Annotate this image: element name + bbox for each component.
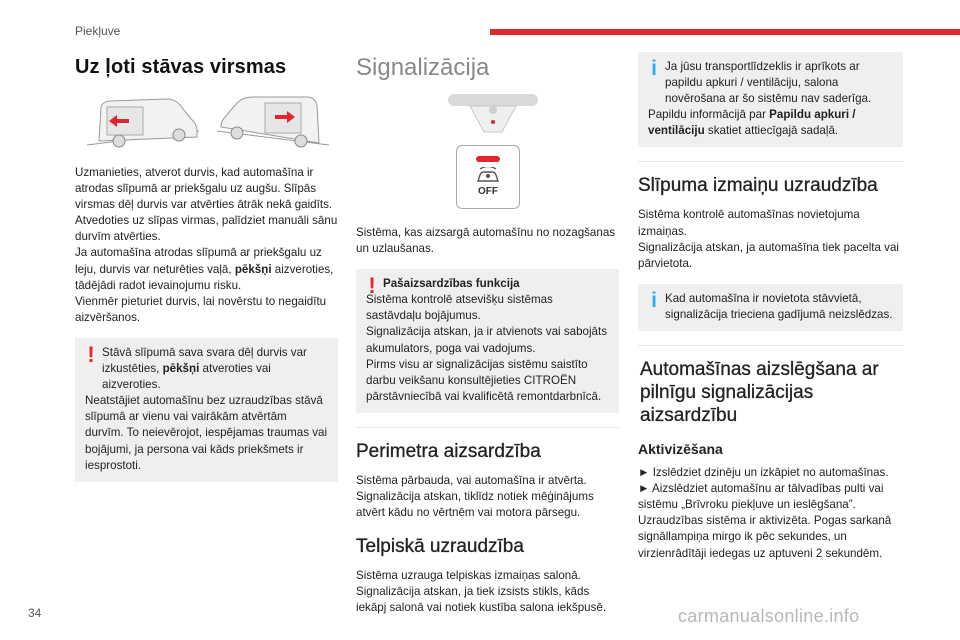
paragraph [85, 393, 328, 473]
section-title-perimeter: Perimetra aizsardzība [356, 440, 541, 462]
paragraph [638, 465, 903, 481]
paragraph [366, 276, 609, 292]
paragraph [638, 207, 903, 239]
text-run: Ja jūsu transportlīdzeklis ir aprīkots ar papildu apkuri / ventilāciju, salona novērošana ar šo sistēmu nav saderīga. [665, 60, 872, 106]
paragraph [356, 225, 619, 257]
paragraph [638, 513, 903, 561]
text-run: Sistēma, kas aizsargā automašīnu no nozagšanas un uzlaušanas. [356, 226, 616, 256]
info-icon: i [651, 288, 657, 312]
paragraph [638, 240, 903, 272]
warning-icon: ! [87, 341, 95, 367]
car-door-slope-icon [85, 91, 201, 149]
text-run: Signalizācija atskan, ja ir atvienots vai sabojāts akumulators, poga vai vadojums. [366, 325, 608, 355]
text-run: ► Izslēdziet dzinēju un izkāpiet no automašīnas. [638, 466, 889, 480]
bold-text: pēkšņi [162, 362, 200, 376]
column-steep-slope [75, 52, 338, 496]
text-run: Pirms visu ar signalizācijas sistēmu saistīto darbu veikšanu konsultējieties CITROËN pārstāvniecībā vai kvalificētā remontdarbnīcā. [366, 357, 602, 403]
text-run: skatiet attiecīgajā sadaļā. [704, 124, 839, 138]
divider [638, 345, 903, 346]
paragraph [356, 584, 619, 616]
section-title-steep-slope: Uz ļoti stāvas virsmas [75, 56, 287, 78]
paragraph [648, 59, 893, 107]
text-run: Stāvā slīpumā sava svara dēļ durvis var izkustēties, [102, 345, 307, 376]
header-accent-bar [490, 29, 960, 35]
alarm-led-icon [476, 156, 500, 162]
text-run: Sistēma uzrauga telpiskas izmaiņas salonā. [356, 569, 581, 583]
text-run: Sistēma pārbauda, vai automašīna ir atvērta. [356, 473, 587, 487]
paragraph [648, 107, 893, 139]
section-title-alarm: Signalizācija [356, 54, 490, 81]
subsection-title-activation: Aktivizēšana [638, 441, 723, 458]
text-run: Sistēma kontrolē automašīnas novietojuma izmaiņas. [638, 208, 860, 238]
divider [638, 161, 903, 162]
text-run: Uzraudzības sistēma ir aktivizēta. Pogas sarkanā signāllampiņa mirgo ik pēc sekundes, un virzienrādītāji iedegas uz aptuveni 2 sekundēm. [638, 514, 892, 560]
watermark: carmanualsonline.info [678, 606, 860, 626]
paragraph [366, 324, 609, 356]
paragraph [75, 245, 338, 293]
paragraph [648, 288, 893, 323]
paragraph [356, 473, 619, 489]
perimeter-body [356, 473, 619, 521]
text-run: Neatstājiet automašīnu bez uzraudzības stāvā slīpumā ar vienu vai vairākām atvērtām durvīm. To neievērojot, iespējamas traumas vai bojājumi, ja persona vai kāds priekšmets ir iesprostoti. [85, 394, 328, 472]
paragraph [85, 341, 328, 393]
info-box [638, 52, 903, 147]
section-title-tilt: Slīpuma izmaiņu uzraudzība [638, 175, 878, 197]
paragraph [638, 481, 903, 513]
text-run: Kad automašīna ir novietota stāvvietā, signalizācija trieciena gadījumā neizslēdzas. [665, 291, 893, 321]
alarm-off-button-icon [474, 167, 502, 183]
section-title-space: Telpiskā uzraudzība [356, 536, 524, 558]
text-run: atveroties vai aizveroties. [102, 362, 271, 392]
text-run: Signalizācija atskan, ja tiek izsists stikls, kāds iekāpj salonā vai notiek kustība salona iekšpusē. [356, 585, 607, 615]
warning-icon: ! [368, 273, 376, 299]
ceiling-console-icon [448, 92, 538, 136]
text-run: Vienmēr pieturiet durvis, lai novērstu to negaidītu aizvēršanos. [75, 294, 327, 324]
steep-slope-body [75, 165, 338, 326]
running-header: Piekļuve [75, 24, 121, 38]
alarm-off-button [456, 145, 520, 209]
paragraph [366, 292, 609, 324]
warning-box [75, 338, 338, 482]
tilt-body [638, 207, 903, 271]
column-monitoring [638, 52, 903, 562]
bold-text: pēkšņi [234, 262, 272, 276]
info-icon: i [651, 57, 657, 80]
text-run: Uzmanieties, atverot durvis, kad automašīna ir atrodas slīpumā ar priekšgalu uz augšu. Slīpās virsmas dēļ durvis var atvērties ātrāk nekā gaidīts. [75, 166, 333, 212]
car-door-slope-icon [215, 91, 331, 149]
text-run: Ja automašīna atrodas slīpumā ar priekšgalu uz leju, durvis var neturēties vaļā, [75, 246, 322, 276]
paragraph [356, 489, 619, 521]
column-alarm [356, 52, 619, 617]
text-run: aizveroties, tādējādi radot ievainojumu risku. [75, 262, 334, 292]
off-label: OFF [478, 186, 498, 197]
space-body [356, 568, 619, 616]
text-run: Signalizācija atskan, tiklīdz notiek mēģinājums atvērt kādu no vērtnēm vai motora pārsegu. [356, 490, 594, 520]
text-run: Sistēma kontrolē atsevišķu sistēmas sastāvdaļu bojājumus. [366, 293, 553, 323]
text-run: Signalizācija atskan, ja automašīna tiek pacelta vai pārvietota. [638, 240, 900, 270]
text-run: ► Aizslēdziet automašīnu ar tālvadības pulti vai sistēmu „Brīvroku piekļuve un ieslēgšana”. [638, 482, 884, 512]
slope-illustrations [85, 91, 338, 149]
paragraph [75, 213, 338, 245]
bold-text: Pašaizsardzības funkcija [383, 277, 520, 291]
paragraph [356, 568, 619, 584]
alarm-intro [356, 225, 619, 257]
bold-text: Papildu apkuri / ventilāciju [648, 108, 856, 138]
paragraph [366, 357, 609, 405]
text-run: Atvedoties uz slīpas virmas, palīdziet manuāli sānu durvīm atvērties. [75, 214, 338, 244]
info-box [638, 284, 903, 331]
paragraph [75, 294, 338, 326]
page-number: 34 [28, 606, 42, 620]
ceiling-console-figure [448, 92, 619, 141]
warning-box [356, 269, 619, 413]
activation-body [638, 465, 903, 562]
divider [356, 427, 619, 428]
paragraph [75, 165, 338, 213]
text-run: Papildu informācijā par [648, 108, 770, 122]
section-title-lock: Automašīnas aizslēgšana ar pilnīgu signalizācijas aizsardzību [640, 359, 879, 427]
